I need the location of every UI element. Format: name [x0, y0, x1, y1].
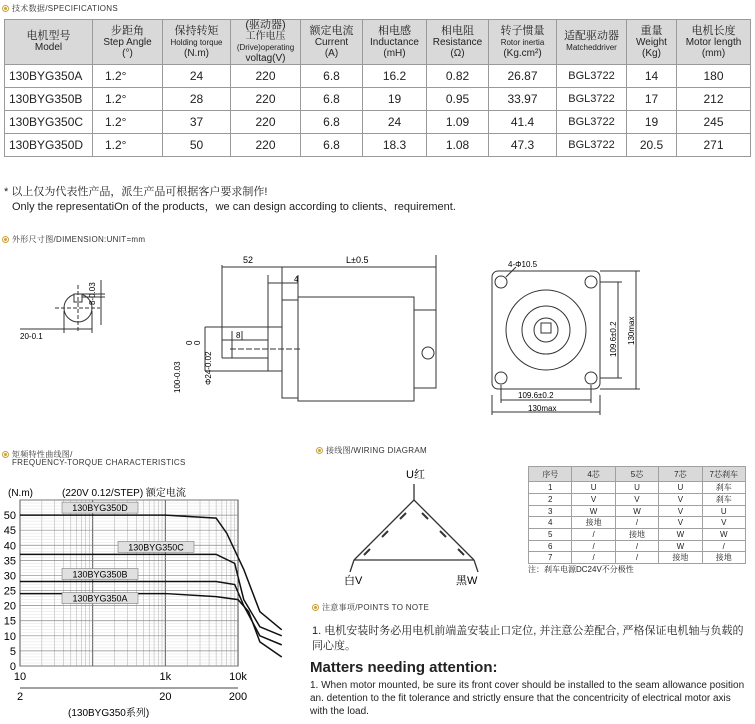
- table-cell: 刹车: [702, 482, 745, 494]
- table-cell: 130BYG350D: [5, 134, 93, 157]
- table-cell: BGL3722: [557, 65, 627, 88]
- y-tick-label: 35: [3, 555, 16, 568]
- plot-area: [20, 500, 238, 666]
- table-cell: /: [572, 552, 615, 564]
- y-tick-label: 15: [3, 615, 16, 628]
- dimension-drawing: [0, 245, 755, 430]
- spec-header-cell: [93, 20, 163, 65]
- table-cell: 接地: [572, 517, 615, 529]
- spec-header-line: Current: [314, 36, 349, 48]
- series-label: 130BYG350C: [128, 542, 184, 553]
- spec-header-cell: [301, 20, 363, 65]
- table-cell: 212: [677, 88, 751, 111]
- note-en: Only the representatiOn of the products，we can design according to clients、requirement.: [12, 201, 456, 213]
- table-cell: 24: [163, 65, 231, 88]
- key-width-label: 20-0.1: [20, 332, 43, 341]
- x-rpm-tick-label: 200: [228, 691, 248, 703]
- table-cell: 2: [529, 494, 572, 506]
- table-cell: 220: [231, 65, 301, 88]
- spec-header-line: 额定电流: [309, 24, 354, 37]
- table-cell: 33.97: [489, 88, 557, 111]
- torque-chart: [0, 478, 300, 724]
- max-v-label: 130max: [627, 316, 636, 345]
- table-cell: 接地: [615, 529, 658, 541]
- specs-section-title: 技术数据/SPECIFICATIONS: [2, 3, 118, 14]
- table-cell: 1.2°: [93, 111, 163, 134]
- table-cell: 1.2°: [93, 65, 163, 88]
- len-L-label: L±0.5: [346, 255, 369, 265]
- table-cell: 14: [627, 65, 677, 88]
- spec-header-line: Rotor inertia: [500, 37, 545, 47]
- table-row: [529, 552, 746, 564]
- spec-header-line: 保持转矩: [174, 24, 219, 37]
- spec-header-line: (mH): [383, 47, 406, 59]
- table-cell: 18.3: [363, 134, 427, 157]
- table-cell: 245: [677, 111, 751, 134]
- key-8-label: 8: [236, 331, 241, 340]
- table-row: [5, 134, 751, 157]
- wiring-header-cell: 4芯: [572, 467, 615, 482]
- table-cell: W: [659, 541, 702, 552]
- table-cell: 26.87: [489, 65, 557, 88]
- wiring-table: [528, 466, 746, 564]
- table-cell: V: [659, 494, 702, 506]
- note-section-title: 注意事项/POINTS TO NOTE: [312, 602, 429, 613]
- attention-cn: 1. 电机安装时务必用电机前端盖安装止口定位, 并注意公差配合, 严格保证电机轴与负载的同心度。: [312, 625, 744, 652]
- wiring-header-cell: 7芯: [659, 467, 702, 482]
- table-cell: /: [615, 517, 658, 529]
- y-tick-label: 40: [3, 540, 16, 553]
- y-tick-label: 30: [3, 570, 16, 583]
- spec-header-cell: [363, 20, 427, 65]
- holes-label: 4-Φ10.5: [508, 260, 538, 269]
- y-tick-label: 0: [9, 661, 16, 673]
- table-cell: 220: [231, 111, 301, 134]
- freq-section-title: 矩频特性曲线图/: [2, 449, 73, 460]
- spec-header-cell: [427, 20, 489, 65]
- spec-header-line: (A): [324, 47, 339, 59]
- chart-caption: (130BYG350系列): [68, 708, 150, 719]
- table-row: [5, 111, 751, 134]
- table-cell: 1.09: [427, 111, 489, 134]
- table-row: [529, 529, 746, 541]
- table-cell: 24: [363, 111, 427, 134]
- spec-header-line: 步距角: [111, 24, 144, 37]
- pitch-v-label: 109.6±0.2: [609, 321, 618, 357]
- table-cell: /: [702, 541, 745, 552]
- spec-header-line: Inductance: [370, 36, 419, 48]
- table-cell: 220: [231, 88, 301, 111]
- table-cell: U: [659, 482, 702, 494]
- spec-header-cell: [627, 20, 677, 65]
- table-cell: 7: [529, 552, 572, 564]
- x-pps-tick-label: 10k: [229, 671, 247, 683]
- spec-header-line: voltag(V): [245, 53, 286, 64]
- table-cell: U: [615, 482, 658, 494]
- zero-tol-b: 0: [193, 340, 202, 345]
- y-tick-label: 5: [9, 645, 16, 658]
- table-cell: 220: [231, 134, 301, 157]
- series-label: 130BYG350A: [72, 593, 128, 604]
- table-cell: BGL3722: [557, 88, 627, 111]
- spec-header-line: 适配驱动器: [564, 30, 619, 42]
- series-label: 130BYG350B: [72, 569, 128, 580]
- y-tick-label: 25: [3, 585, 16, 598]
- table-cell: /: [572, 541, 615, 552]
- spec-header-line: 相电阻: [441, 24, 474, 37]
- table-cell: 1.2°: [93, 134, 163, 157]
- spec-header-line: (Ω): [450, 47, 465, 59]
- spec-header-line: Motor length: [685, 36, 742, 48]
- table-cell: V: [572, 494, 615, 506]
- table-cell: V: [659, 517, 702, 529]
- table-cell: 28: [163, 88, 231, 111]
- table-cell: 17: [627, 88, 677, 111]
- table-row: [529, 482, 746, 494]
- table-cell: 6: [529, 541, 572, 552]
- table-cell: V: [659, 506, 702, 517]
- spec-header-cell: [5, 20, 93, 65]
- pitch-h-label: 109.6±0.2: [518, 391, 554, 400]
- table-row: [5, 65, 751, 88]
- wiring-header-cell: 7芯刹车: [702, 467, 745, 482]
- motor-side-view: [205, 255, 436, 401]
- spec-header-line: (mm): [701, 47, 726, 59]
- y-tick-label: 20: [3, 600, 16, 613]
- table-cell: 271: [677, 134, 751, 157]
- table-cell: 6.8: [301, 134, 363, 157]
- table-cell: U: [702, 506, 745, 517]
- table-cell: U: [572, 482, 615, 494]
- table-cell: W: [659, 529, 702, 541]
- table-row: [529, 506, 746, 517]
- note-cn: * 以上仅为代表性产品，派生产品可根据客户要求制作!: [4, 186, 268, 198]
- table-cell: 180: [677, 65, 751, 88]
- spec-header-line: Weight: [636, 36, 667, 48]
- table-cell: 6.8: [301, 65, 363, 88]
- table-cell: 1: [529, 482, 572, 494]
- table-cell: 130BYG350C: [5, 111, 93, 134]
- spec-header-line: Matcheddriver: [566, 43, 617, 52]
- table-cell: 0.82: [427, 65, 489, 88]
- x-rpm-tick-label: 2: [16, 691, 24, 703]
- spec-header-cell: [557, 20, 627, 65]
- chart-title: (220V 0.12/STEP) 额定电流: [62, 488, 186, 499]
- key-height-label: 8-0.03: [88, 282, 97, 305]
- table-cell: 6.8: [301, 88, 363, 111]
- len-52-label: 52: [243, 255, 254, 265]
- table-cell: W: [572, 506, 615, 517]
- attention-en: 1. When motor mounted, be sure its front cover should be installed to the seam allowance position an. detention to the fit tolerance and strictly ensure that the concentricity of electrical motor axis with the load.: [310, 680, 745, 717]
- table-cell: V: [615, 494, 658, 506]
- len-4-label: 4: [294, 275, 299, 284]
- bullet-icon: [2, 5, 9, 12]
- x-pps-tick-label: 10: [13, 671, 27, 683]
- spec-header-line: Model: [34, 42, 63, 53]
- spec-header-line: (驱动器): [245, 19, 286, 31]
- table-cell: 5: [529, 529, 572, 541]
- table-cell: 1.08: [427, 134, 489, 157]
- spec-header-line: 相电感: [378, 24, 411, 37]
- wiring-section-title: 接线图/WIRING DIAGRAM: [316, 445, 427, 456]
- x-pps-tick-label: 1k: [159, 671, 172, 683]
- spec-header-cell: [489, 20, 557, 65]
- table-cell: V: [702, 517, 745, 529]
- y-tick-label: 10: [3, 630, 16, 643]
- spec-header-line: 转子惯量: [500, 24, 545, 37]
- table-cell: 刹车: [702, 494, 745, 506]
- table-cell: 0.95: [427, 88, 489, 111]
- wire-u-label: U红: [406, 469, 425, 481]
- spec-header-line: (°): [122, 47, 133, 59]
- table-row: [5, 88, 751, 111]
- bullet-icon: [312, 604, 319, 611]
- spec-table: [4, 19, 751, 157]
- dimension-section-title: 外形尺寸图/DIMENSION:UNIT=mm: [2, 234, 145, 245]
- table-cell: 19: [627, 111, 677, 134]
- table-cell: 47.3: [489, 134, 557, 157]
- spec-header-cell: [231, 20, 301, 65]
- table-cell: 3: [529, 506, 572, 517]
- table-cell: 37: [163, 111, 231, 134]
- table-row: [529, 541, 746, 552]
- spec-header-line: 电机长度: [691, 24, 736, 37]
- table-cell: 19: [363, 88, 427, 111]
- table-row: [529, 494, 746, 506]
- table-cell: 41.4: [489, 111, 557, 134]
- table-cell: 50: [163, 134, 231, 157]
- spec-header-line: 工作电压: [245, 31, 286, 42]
- wiring-header-cell: 序号: [529, 467, 572, 482]
- table-cell: 4: [529, 517, 572, 529]
- table-cell: 接地: [659, 552, 702, 564]
- x-rpm-tick-label: 20: [159, 691, 172, 703]
- y-tick-label: 45: [3, 525, 16, 538]
- triangle-coils: [350, 484, 478, 572]
- bullet-icon: [2, 451, 9, 458]
- wiring-diagram: [330, 462, 510, 592]
- max-h-label: 130max: [528, 404, 557, 413]
- chart-ylabel: (N.m): [8, 488, 33, 499]
- table-cell: 130BYG350B: [5, 88, 93, 111]
- table-cell: 20.5: [627, 134, 677, 157]
- shaft-diameter-label: Φ24-0.02: [204, 351, 213, 385]
- bullet-icon: [316, 447, 323, 454]
- table-cell: 16.2: [363, 65, 427, 88]
- wiring-header-cell: 5芯: [615, 467, 658, 482]
- table-cell: 接地: [702, 552, 745, 564]
- spec-header-line: (Kg.cm²): [503, 47, 542, 59]
- wiring-note: 注：刹车电源DC24V不分极性: [528, 565, 634, 574]
- table-cell: BGL3722: [557, 134, 627, 157]
- table-cell: /: [572, 529, 615, 541]
- table-cell: W: [615, 506, 658, 517]
- table-cell: W: [702, 529, 745, 541]
- attention-title: Matters needing attention:: [310, 659, 498, 676]
- spec-header-line: Resistance: [432, 36, 483, 48]
- spec-header-cell: [163, 20, 231, 65]
- boss-diameter-label: 100-0.03: [173, 361, 182, 393]
- freq-section-subtitle: FREQUENCY-TORQUE CHARACTERISTICS: [12, 458, 186, 467]
- wire-v-label: 白V: [344, 575, 363, 587]
- series-label: 130BYG350D: [72, 503, 128, 514]
- y-tick-label: 50: [3, 510, 16, 523]
- table-cell: 1.2°: [93, 88, 163, 111]
- table-cell: /: [615, 541, 658, 552]
- wire-w-label: 黑W: [456, 575, 478, 587]
- table-cell: 6.8: [301, 111, 363, 134]
- spec-header-line: Step Angle: [103, 36, 152, 48]
- spec-header-line: (Drive)operating: [236, 43, 295, 52]
- bullet-icon: [2, 236, 9, 243]
- zero-tol-a: 0: [185, 340, 194, 345]
- table-cell: /: [615, 552, 658, 564]
- spec-header-line: Holding torque: [170, 37, 223, 47]
- table-cell: BGL3722: [557, 111, 627, 134]
- table-cell: 130BYG350A: [5, 65, 93, 88]
- table-row: [529, 517, 746, 529]
- spec-header-cell: [677, 20, 751, 65]
- spec-header-line: (N.m): [184, 47, 209, 59]
- spec-header-line: (Kg): [642, 47, 661, 59]
- spec-header-line: 重量: [640, 24, 663, 37]
- spec-header-line: 电机型号: [26, 30, 71, 42]
